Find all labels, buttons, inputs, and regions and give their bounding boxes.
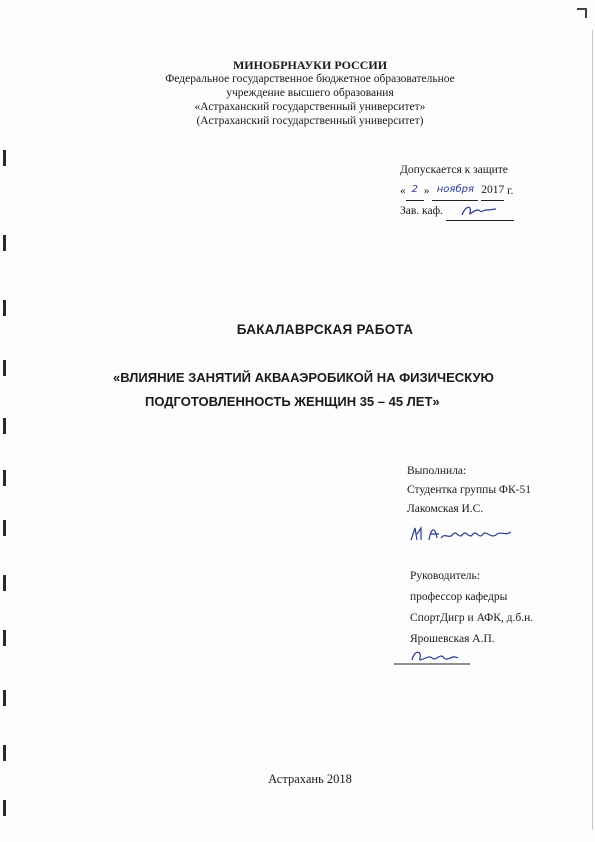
thesis-title-line-2: ПОДГОТОВЛЕННОСТЬ ЖЕНЩИН 35 – 45 ЛЕТ» [145,394,440,409]
binding-tick [3,575,6,591]
binding-tick [3,300,6,316]
work-type: БАКАЛАВРСКАЯ РАБОТА [236,322,414,337]
header-line-1: Федеральное государственное бюджетное образовательное [165,73,455,85]
university-short-name: (Астраханский государственный университет) [196,115,424,127]
supervisor-block [410,566,533,650]
date-close-quote: » [423,185,430,197]
supervisor-position: профессор кафедры [410,591,508,603]
date-month: ноября [432,180,478,201]
head-of-department-label: Зав. каф. [400,205,443,217]
date-day: 2 [406,180,424,201]
head-of-department-line [400,201,514,221]
date-open-quote: « [400,185,406,197]
binding-marks [0,0,14,842]
admission-date [400,180,514,201]
binding-tick [3,470,6,486]
page-edge-line [592,30,593,830]
admission-label: Допускается к защите [400,164,508,176]
admission-block [400,160,514,221]
supervisor-label: Руководитель: [410,570,480,582]
thesis-title-line-1: «ВЛИЯНИЕ ЗАНЯТИЙ АКВААЭРОБИКОЙ НА ФИЗИЧЕСКУЮ [113,370,494,385]
binding-tick [3,235,6,251]
university-header [100,58,520,128]
date-year-suffix: г. [507,185,514,197]
university-name: «Астраханский государственный университет» [194,101,426,113]
binding-tick [3,360,6,376]
signature-icon [446,203,514,219]
author-signature-icon [405,522,515,546]
author-block [407,462,531,519]
supervisor-name: Ярошевская А.П. [410,633,495,645]
author-label: Выполнила: [407,465,467,477]
work-type-block [60,322,580,337]
author-group: Студентка группы ФК-51 [407,484,532,496]
corner-mark [577,8,587,18]
binding-tick [3,690,6,706]
binding-tick [3,800,6,816]
supervisor-department: СпортДигр и АФК, д.б.н. [410,612,534,624]
header-line-2: учреждение высшего образования [226,87,394,99]
city-year: Астрахань 2018 [268,772,352,786]
binding-tick [3,745,6,761]
binding-tick [3,630,6,646]
binding-tick [3,520,6,536]
ministry-name: МИНОБРНАУКИ РОССИИ [232,58,388,72]
author-name: Лакомская И.С. [407,503,484,515]
head-signature [446,206,514,221]
supervisor-signature-icon [392,646,472,668]
thesis-title [95,366,555,414]
binding-tick [3,418,6,434]
date-year: 2017 [481,180,504,201]
binding-tick [3,150,6,166]
